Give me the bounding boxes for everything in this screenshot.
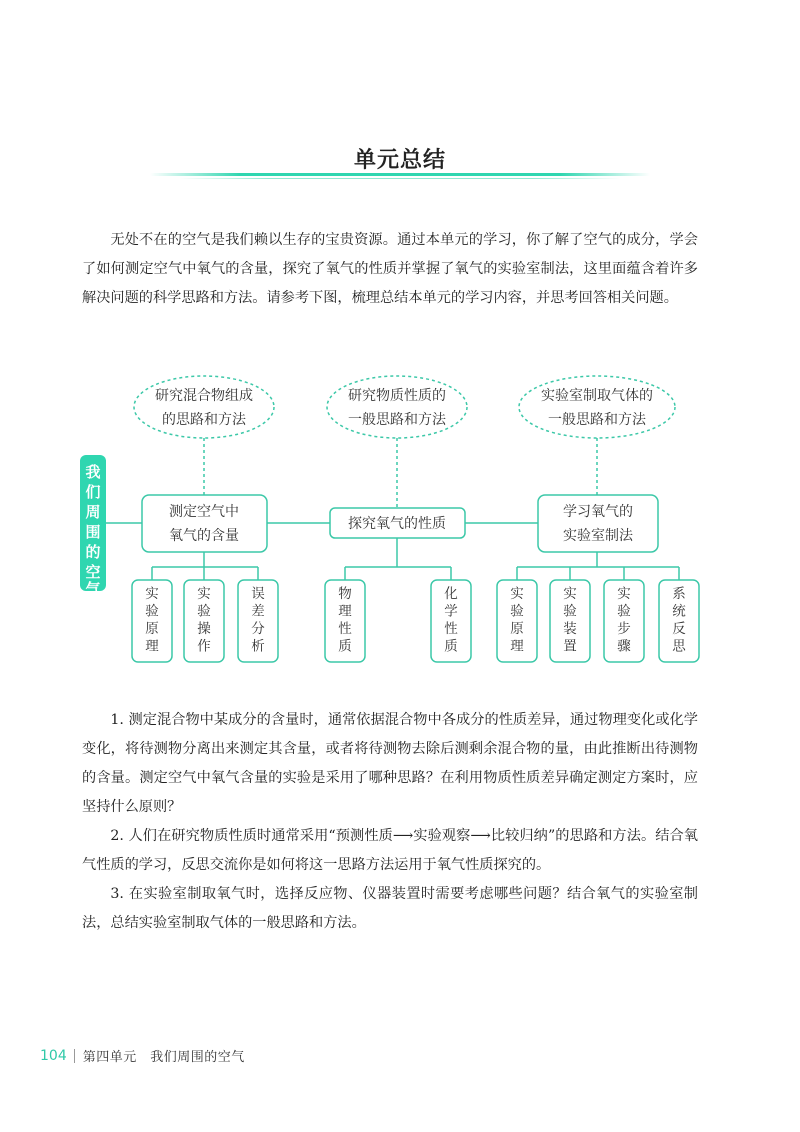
leaf-char: 学: [444, 603, 458, 620]
page-footer: [40, 1046, 245, 1065]
leaf-char: 误: [251, 586, 265, 602]
method-label: 研究物质性质的: [348, 388, 446, 404]
page-number: 104: [40, 1047, 67, 1064]
leaf-char: 步: [617, 621, 631, 637]
leaf-node: [184, 580, 224, 662]
topic-label: 氧气的含量: [169, 528, 239, 544]
root-char: 们: [85, 483, 101, 501]
footer-divider: [74, 1049, 75, 1063]
leaf-char: 实: [197, 586, 211, 602]
leaf-char: 验: [617, 603, 631, 620]
leaf-char: 化: [444, 586, 458, 602]
method-label: 研究混合物组成: [155, 388, 253, 404]
leaf-char: 验: [145, 603, 159, 620]
leaf-char: 实: [145, 586, 159, 602]
leaf-char: 思: [672, 638, 686, 655]
leaf-char: 实: [563, 586, 577, 602]
leaf-char: 验: [563, 603, 577, 620]
leaf-char: 系: [672, 586, 686, 602]
leaf-char: 分: [251, 621, 265, 637]
topic-node: [142, 495, 267, 552]
topic-label: 学习氧气的: [563, 504, 633, 520]
leaf-char: 理: [338, 603, 352, 620]
leaf-char: 作: [197, 638, 211, 655]
leaf-char: 验: [510, 603, 524, 620]
page-title: 单元总结: [353, 148, 446, 173]
method-node: [327, 376, 467, 438]
method-node: [519, 376, 675, 438]
leaf-char: 理: [145, 638, 159, 655]
topic-label: 测定空气中: [169, 504, 239, 520]
leaf-char: 统: [672, 603, 686, 620]
leaf-char: 理: [510, 638, 524, 655]
leaf-char: 操: [197, 621, 211, 637]
leaf-node: [325, 580, 365, 662]
leaf-char: 性: [338, 621, 352, 637]
root-char: 的: [85, 543, 101, 561]
question-3: 3. 在实验室制取氧气时，选择反应物、仪器装置时需要考虑哪些问题？结合氧气的实验室制法，总结实验室制取气体的一般思路和方法。: [82, 886, 698, 931]
topic-label: 实验室制法: [563, 528, 633, 544]
leaf-char: 实: [617, 586, 631, 602]
leaf-node: [659, 580, 699, 662]
leaf-node: [604, 580, 644, 662]
leaf-char: 骤: [617, 638, 631, 655]
leaf-node: [497, 580, 537, 662]
root-char: 周: [85, 503, 101, 521]
unit-title: 第四单元 我们周围的空气: [82, 1050, 245, 1065]
root-node: [80, 455, 106, 598]
topic-node: [330, 508, 465, 538]
method-label: 一般思路和方法: [348, 412, 446, 428]
leaf-char: 物: [338, 586, 352, 602]
root-char: 我: [85, 463, 101, 481]
root-char: 空: [85, 563, 101, 581]
leaf-node: [550, 580, 590, 662]
topic-node: [538, 495, 658, 552]
leaf-char: 装: [563, 621, 577, 637]
method-node: [134, 376, 274, 438]
method-label: 实验室制取气体的: [541, 388, 653, 404]
question-2: 2. 人们在研究物质性质时通常采用“预测性质⟶实验观察⟶比较归纳”的思路和方法。结合氧气性质的学习，反思交流你是如何将这一思路方法运用于氧气性质探究的。: [82, 828, 698, 873]
leaf-char: 性: [444, 621, 458, 637]
method-label: 一般思路和方法: [548, 412, 646, 428]
root-char: 围: [85, 523, 101, 541]
leaf-char: 验: [197, 603, 211, 620]
leaf-node: [238, 580, 278, 662]
leaf-char: 质: [444, 638, 458, 655]
intro-paragraph: 无处不在的空气是我们赖以生存的宝贵资源。通过本单元的学习，你了解了空气的成分，学会了如何测定空气中氧气的含量，探究了氧气的性质并掌握了氧气的实验室制法，这里面蕴含着许多解决问题的科学思路和方法。请参考下图，梳理总结本单元的学习内容，并思考回答相关问题。: [82, 232, 698, 306]
leaf-char: 质: [338, 638, 352, 655]
leaf-char: 反: [672, 621, 686, 637]
leaf-char: 置: [563, 638, 577, 655]
leaf-char: 原: [145, 621, 159, 637]
leaf-char: 原: [510, 621, 524, 637]
leaf-char: 实: [510, 586, 524, 602]
leaf-char: 差: [251, 603, 265, 620]
leaf-nodes: [132, 580, 699, 662]
leaf-node: [132, 580, 172, 662]
method-label: 的思路和方法: [162, 412, 246, 428]
question-1: 1. 测定混合物中某成分的含量时，通常依据混合物中各成分的性质差异，通过物理变化或化学变化，将待测物分离出来测定其含量，或者将待测物去除后测剩余混合物的量，由此推断出待测物的含量。测定空气中氧气含量的实验是采用了哪种思路？在利用物质性质差异确定测定方案时，应坚持什么原则？: [82, 712, 698, 815]
topic-label: 探究氧气的性质: [348, 516, 446, 532]
root-char: 气: [85, 580, 101, 598]
leaf-node: [431, 580, 471, 662]
leaf-char: 析: [251, 638, 265, 655]
